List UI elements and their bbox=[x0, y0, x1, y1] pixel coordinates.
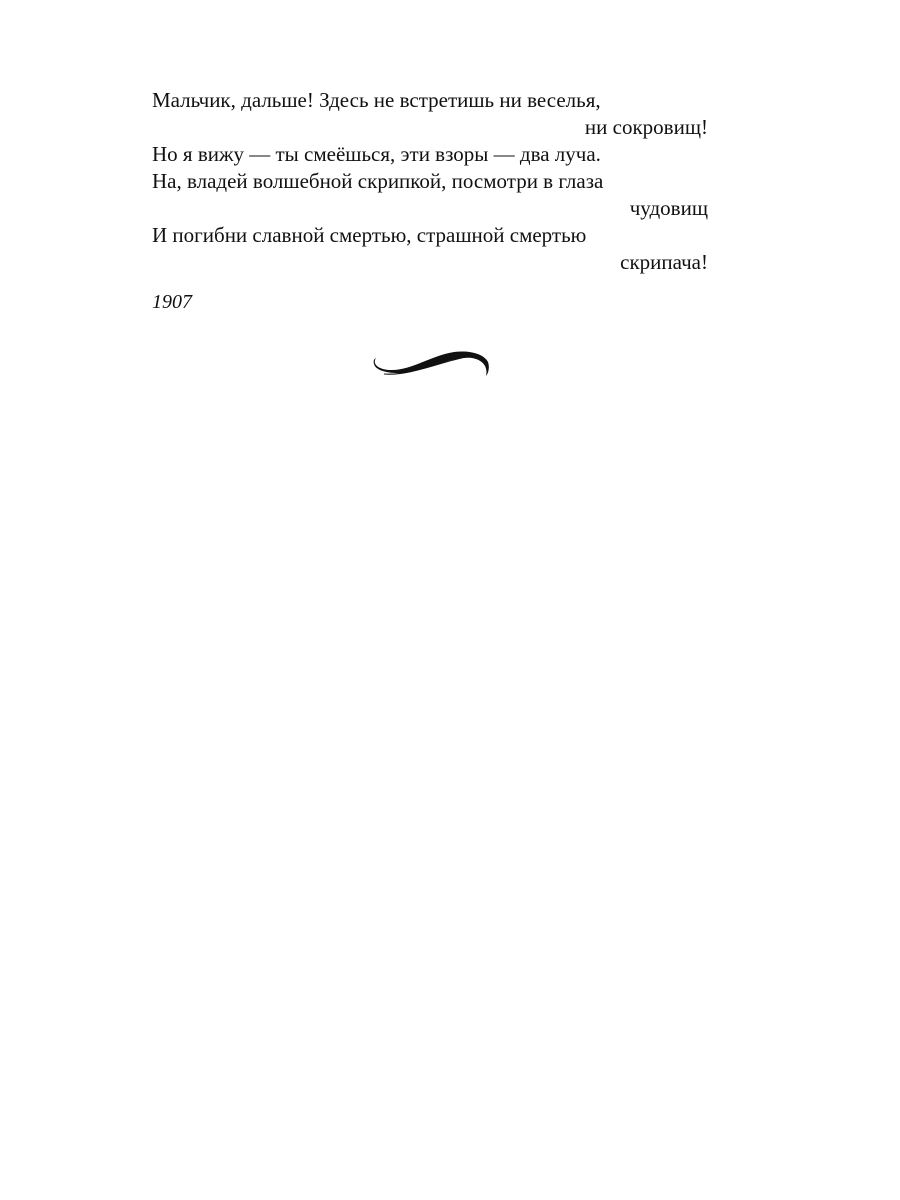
poem-date: 1907 bbox=[152, 291, 192, 313]
poem-line: На, владей волшебной скрипкой, посмотри в глаза bbox=[152, 169, 604, 193]
poem-line-continuation: скрипача! bbox=[620, 250, 708, 274]
poem-line-continuation: чудовищ bbox=[629, 196, 708, 220]
poem-line: И погибни славной смертью, страшной смертью bbox=[152, 223, 587, 247]
poem-line: Мальчик, дальше! Здесь не встретишь ни веселья, bbox=[152, 88, 601, 112]
flourish-ornament-icon bbox=[370, 346, 494, 382]
poem-line: Но я вижу — ты смеёшься, эти взоры — два луча. bbox=[152, 142, 601, 166]
poem-stanza bbox=[152, 87, 708, 276]
poem-line-continuation: ни сокровищ! bbox=[584, 115, 708, 139]
